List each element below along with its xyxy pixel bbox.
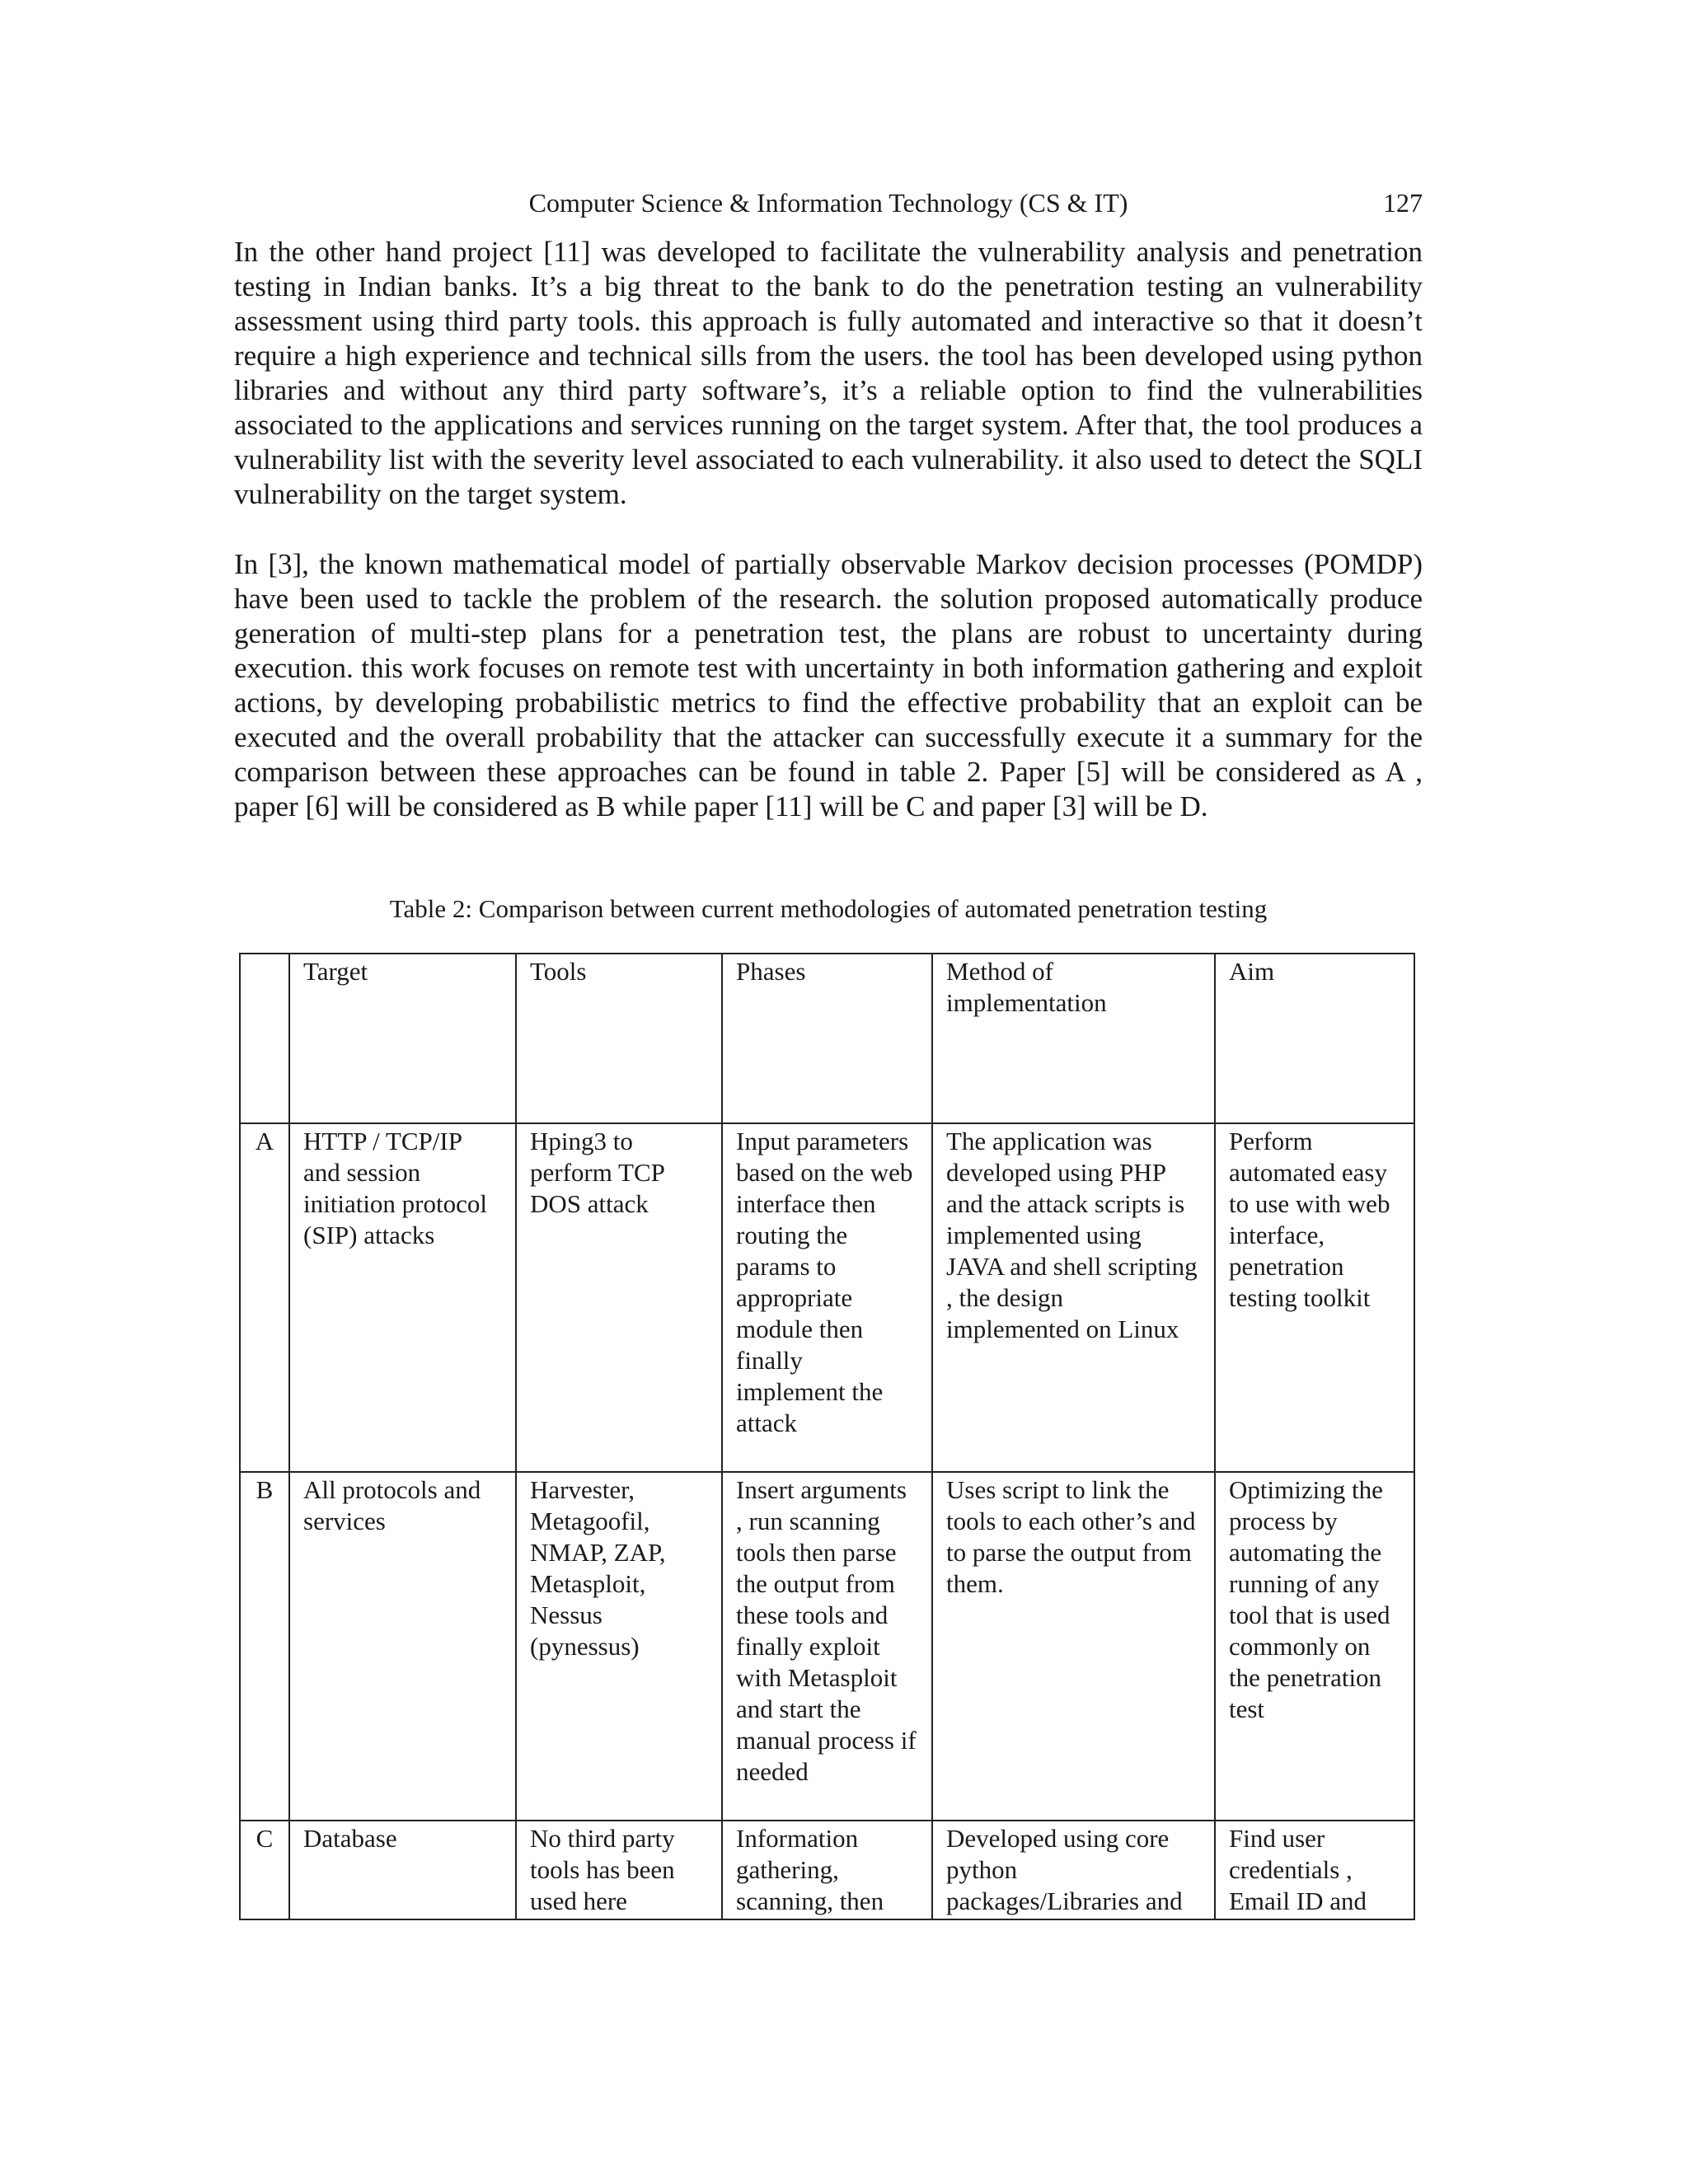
cell-method: The application was developed using PHP and the attack scripts is implemented using JAVA and shell scripting , the design implemented on Linux [932,1123,1215,1472]
running-header [234,181,1423,224]
header-tools: Tools [516,954,722,1123]
cell-target: All protocols and services [289,1472,516,1821]
header-aim: Aim [1215,954,1414,1123]
table-row [240,1821,1414,1919]
cell-tools: No third party tools has been used here [516,1821,722,1919]
cell-tools: Hping3 to perform TCP DOS attack [516,1123,722,1472]
body-paragraph: In [3], the known mathematical model of partially observable Markov decision processes (POMDP) have been used to tackle the problem of the research. the solution proposed automatically produce generation of multi-step plans for a penetration test, the plans are robust to uncertainty during execution. this work focuses on remote test with uncertainty in both information gathering and exploit actions, by developing probabilistic metrics to find the effective probability that an exploit can be executed and the overall probability that the attacker can successfully execute it a summary for the comparison between these approaches can be found in table 2. Paper [5] will be considered as A , paper [6] will be considered as B while paper [11] will be C and paper [3] will be D. [234,548,1423,823]
table-row [240,1123,1414,1472]
cell-phases: Insert arguments , run scanning tools then parse the output from these tools and finally exploit with Metasploit and start the manual process if needed [722,1472,932,1821]
page-number: 127 [1383,188,1423,218]
cell-phases: Input parameters based on the web interface then routing the params to appropriate module then finally implement the attack [722,1123,932,1472]
cell-phases: Information gathering, scanning, then [722,1821,932,1919]
row-label: B [240,1472,289,1821]
header-target: Target [289,954,516,1123]
cell-target: Database [289,1821,516,1919]
header-corner [240,954,289,1123]
header-phases: Phases [722,954,932,1123]
cell-aim: Find user credentials , Email ID and [1215,1821,1414,1919]
cell-aim: Optimizing the process by automating the running of any tool that is used commonly on the penetration test [1215,1472,1414,1821]
body-paragraph: In the other hand project [11] was developed to facilitate the vulnerability analysis and penetration testing in Indian banks. It’s a big threat to the bank to do the penetration testing an vulnerability assessment using third party tools. this approach is fully automated and interactive so that it doesn’t require a high experience and technical sills from the users. the tool has been developed using python libraries and without any third party software’s, it’s a reliable option to find the vulnerabilities associated to the applications and services running on the target system. After that, the tool produces a vulnerability list with the severity level associated to each vulnerability. it also used to detect the SQLI vulnerability on the target system. [234,236,1423,510]
table-row [240,1472,1414,1821]
row-label: A [240,1123,289,1472]
table-header-row [240,954,1414,1123]
comparison-table [239,953,1415,1920]
journal-title: Computer Science & Information Technology (CS & IT) [528,188,1128,218]
cell-method: Developed using core python packages/Libraries and [932,1821,1215,1919]
cell-target: HTTP / TCP/IP and session initiation protocol (SIP) attacks [289,1123,516,1472]
header-method: Method of implementation [932,954,1215,1123]
table-caption: Table 2: Comparison between current methodologies of automated penetration testing [389,894,1268,923]
row-label: C [240,1821,289,1919]
cell-aim: Perform automated easy to use with web interface, penetration testing toolkit [1215,1123,1414,1472]
cell-method: Uses script to link the tools to each other’s and to parse the output from them. [932,1472,1215,1821]
cell-tools: Harvester, Metagoofil, NMAP, ZAP, Metasploit, Nessus (pynessus) [516,1472,722,1821]
